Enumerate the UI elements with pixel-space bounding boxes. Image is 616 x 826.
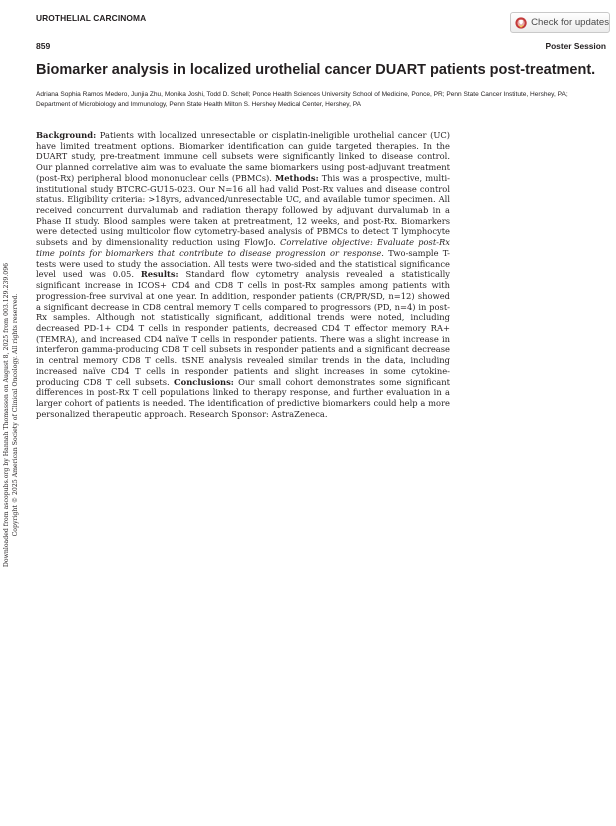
methods-heading: Methods: — [275, 172, 319, 183]
results-text: Standard flow cytometry analysis revealed a statistically significant increase in ICOS+ CD4 and CD8 T cells in post-Rx samples among patients with progression-free survival at one year. In addition, responder patients (CR/PR/SD, n=12) showed a significant decrease in CD8 central memory T cells compared to progressors (PD, n=4) in post-Rx samples. Although not statistically significant, additional trends were noted, including decreased PD-1+ CD4 T cells in responder patients, decreased CD4 T effector memory RA+ (TEMRA), and increased CD4 naïve T cells in responder patients. There was a slight increase in interferon gamma-producing CD8 T cell subsets in responder patients and a significant decrease in central memory CD8 T cells. tSNE analysis revealed similar trends in the data, including increased naïve CD4 T cells in responder patients and slight increases in some cytokine-producing CD8 T cell subsets. — [36, 269, 450, 387]
methods-text: This was a prospective, multi-institutional study BTCRC-GU15-023. Our N=16 all had valid Post-Rx values and disease control status. Eligibility criteria: >18yrs, advanced/unresectable UC, and available tumor specimen. All received concurrent durvalumab and radiation therapy followed by adjuvant durvalumab in a Phase II study. Blood samples were taken at pretreatment, 12 weeks, and post-Rx. Biomarkers were detected using multicolor flow cytometry-based analysis of PBMCs to detect T lymphocyte subsets and by dimensionality reduction using FlowJo. — [36, 172, 450, 248]
section-label: UROTHELIAL CARCINOMA — [36, 13, 147, 23]
check-for-updates-button[interactable] — [510, 12, 610, 33]
session-type: Poster Session — [545, 41, 606, 51]
article-title: Biomarker analysis in localized urothelial cancer DUART patients post-treatment. — [36, 62, 596, 78]
copyright-line: Copyright © 2025 American Society of Clinical Oncology. All rights reserved. — [11, 293, 19, 537]
check-updates-icon — [515, 16, 527, 30]
conclusions-heading: Conclusions: — [174, 376, 234, 387]
download-notice-line: Downloaded from ascopubs.org by Hannah Thomasson on August 8, 2025 from 003.129.239.096 — [3, 262, 10, 568]
author-list: Adriana Sophia Ramos Medero, Junjia Zhu, Monika Joshi, Todd D. Schell; Ponce Health Sciences University School of Medicine, Ponce, PR; Penn State Cancer Institute, Hershey, PA; Department of Microbiology and Immunology, Penn State Health Milton S. Hershey Medical Center, Hershey, PA — [36, 91, 568, 109]
download-notice — [3, 250, 20, 580]
results-heading: Results: — [140, 269, 179, 280]
page-number: 859 — [36, 41, 51, 51]
correlative-objective: Correlative objective: Evaluate post-Rx time points for biomarkers that contribute to disease progression or response. — [36, 237, 450, 258]
background-heading: Background: — [36, 130, 97, 140]
abstract-body — [36, 130, 450, 419]
background-text: Patients with localized unresectable or cisplatin-ineligible urothelial cancer (UC) have limited treatment options. Biomarker identification can guide targeted therapies. In the DUART study, pre-treatment immune cell subsets were significantly linked to disease control. Our planned correlative aim was to evaluate the same biomarkers using post-adjuvant treatment (post-Rx) peripheral blood mononuclear cells (PBMCs). — [36, 130, 450, 183]
conclusions-text: Our small cohort demonstrates some significant differences in post-Rx T cell populations linked to therapy response, and further evaluation in a larger cohort of patients is needed. The identification of predictive biomarkers could help a more personalized therapeutic approach. Research Sponsor: AstraZeneca. — [36, 376, 450, 419]
methods-text-continued: Two-sample T-tests were used to study the association. All tests were two-sided and the statistical significance level used was 0.05. — [36, 247, 450, 280]
check-updates-label: Check for updates — [531, 17, 609, 28]
